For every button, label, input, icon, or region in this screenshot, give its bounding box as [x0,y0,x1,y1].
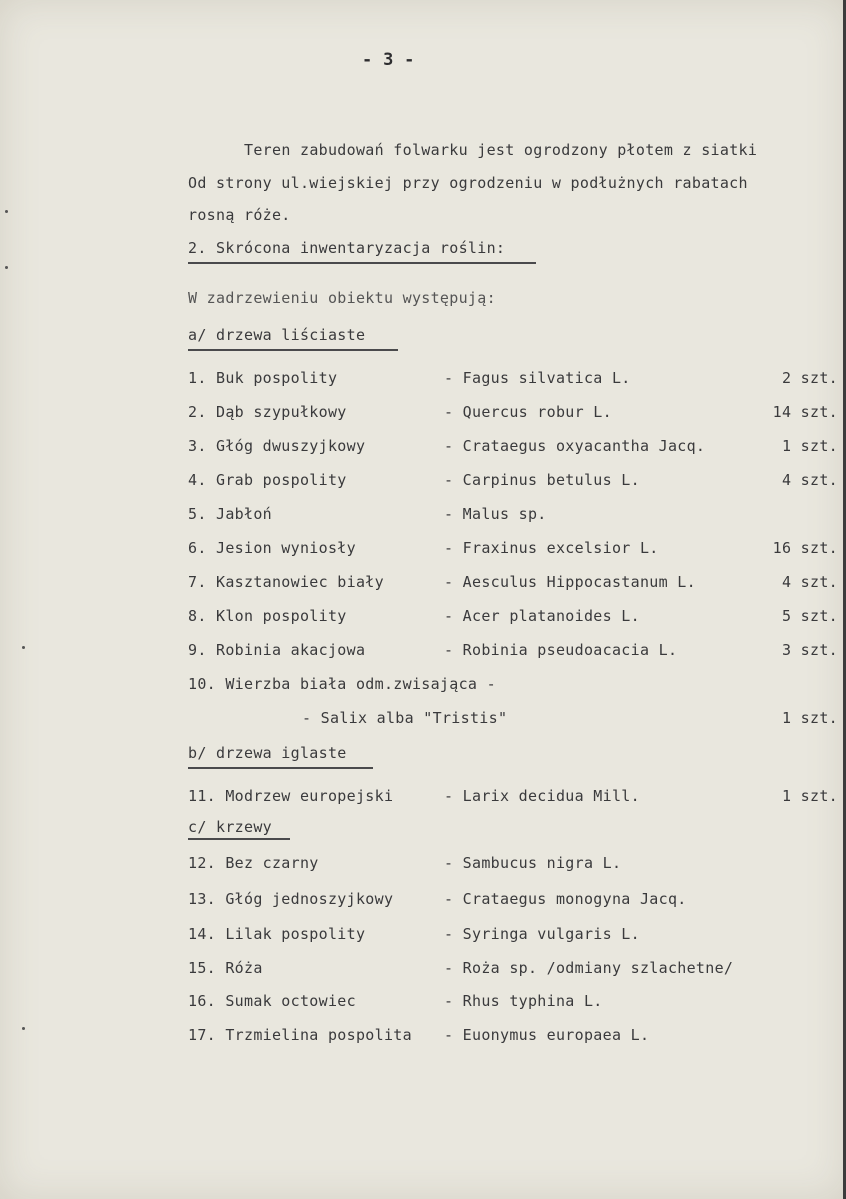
item-latin: - Rhus typhina L. [444,992,603,1010]
item-name: 2. Dąb szypułkowy [188,403,347,421]
item-qty: 1 szt. [782,709,838,727]
item-latin: - Roża sp. /odmiany szlachetne/ [444,959,734,977]
item-name: 7. Kasztanowiec biały [188,573,384,591]
item-qty: 14 szt. [772,403,838,421]
item-name: 15. Róża [188,959,263,977]
intro-line-2: Od strony ul.wiejskiej przy ogrodzeniu w podłużnych rabatach [188,174,748,192]
item-name: 16. Sumak octowiec [188,992,356,1010]
item-latin: - Larix decidua Mill. [444,787,640,805]
group-b-heading: b/ drzewa iglaste [188,744,347,762]
item-latin: - Fraxinus excelsior L. [444,539,659,557]
speck-mark [22,1027,25,1030]
intro-line-1: Teren zabudowań folwarku jest ogrodzony płotem z siatki [244,141,758,159]
item-qty: 1 szt. [782,437,838,455]
item-name: 6. Jesion wyniosły [188,539,356,557]
section-title-underline [188,262,536,264]
item-name: 1. Buk pospolity [188,369,338,387]
group-a-underline [188,349,398,351]
item-latin: - Salix alba "Tristis" [302,709,508,727]
item-latin: - Malus sp. [444,505,547,523]
section-title: 2. Skrócona inwentaryzacja roślin: [188,239,506,257]
item-latin: - Sambucus nigra L. [444,854,622,872]
item-qty: 2 szt. [782,369,838,387]
item-latin: - Carpinus betulus L. [444,471,640,489]
speck-mark [5,266,8,269]
item-latin: - Aesculus Hippocastanum L. [444,573,696,591]
item-name: 9. Robinia akacjowa [188,641,366,659]
item-name: 4. Grab pospolity [188,471,347,489]
occurs-text: W zadrzewieniu obiektu występują: [188,289,496,307]
speck-mark [22,646,25,649]
speck-mark [5,210,8,213]
item-qty: 1 szt. [782,787,838,805]
item-latin: - Euonymus europaea L. [444,1026,650,1044]
group-b-underline [188,767,373,769]
item-qty: 4 szt. [782,573,838,591]
item-name: 17. Trzmielina pospolita [188,1026,412,1044]
item-latin: - Syringa vulgaris L. [444,925,640,943]
item-qty: 16 szt. [772,539,838,557]
item-qty: 4 szt. [782,471,838,489]
item-name: 14. Lilak pospolity [188,925,366,943]
item-qty: 5 szt. [782,607,838,625]
item-name: 10. Wierzba biała odm.zwisająca - [188,675,496,693]
item-latin: - Robinia pseudoacacia L. [444,641,678,659]
item-name: 12. Bez czarny [188,854,319,872]
item-name: 13. Głóg jednoszyjkowy [188,890,394,908]
item-latin: - Acer platanoides L. [444,607,640,625]
item-name: 11. Modrzew europejski [188,787,394,805]
group-a-heading: a/ drzewa liściaste [188,326,366,344]
item-latin: - Crataegus oxyacantha Jacq. [444,437,706,455]
page-number: - 3 - [362,50,415,70]
group-c-underline [188,838,290,840]
intro-line-3: rosną róże. [188,206,291,224]
item-name: 8. Klon pospolity [188,607,347,625]
item-latin: - Fagus silvatica L. [444,369,631,387]
group-c-heading: c/ krzewy [188,818,272,836]
item-name: 3. Głóg dwuszyjkowy [188,437,366,455]
item-qty: 3 szt. [782,641,838,659]
item-name: 5. Jabłoń [188,505,272,523]
item-latin: - Quercus robur L. [444,403,612,421]
item-latin: - Crataegus monogyna Jacq. [444,890,687,908]
